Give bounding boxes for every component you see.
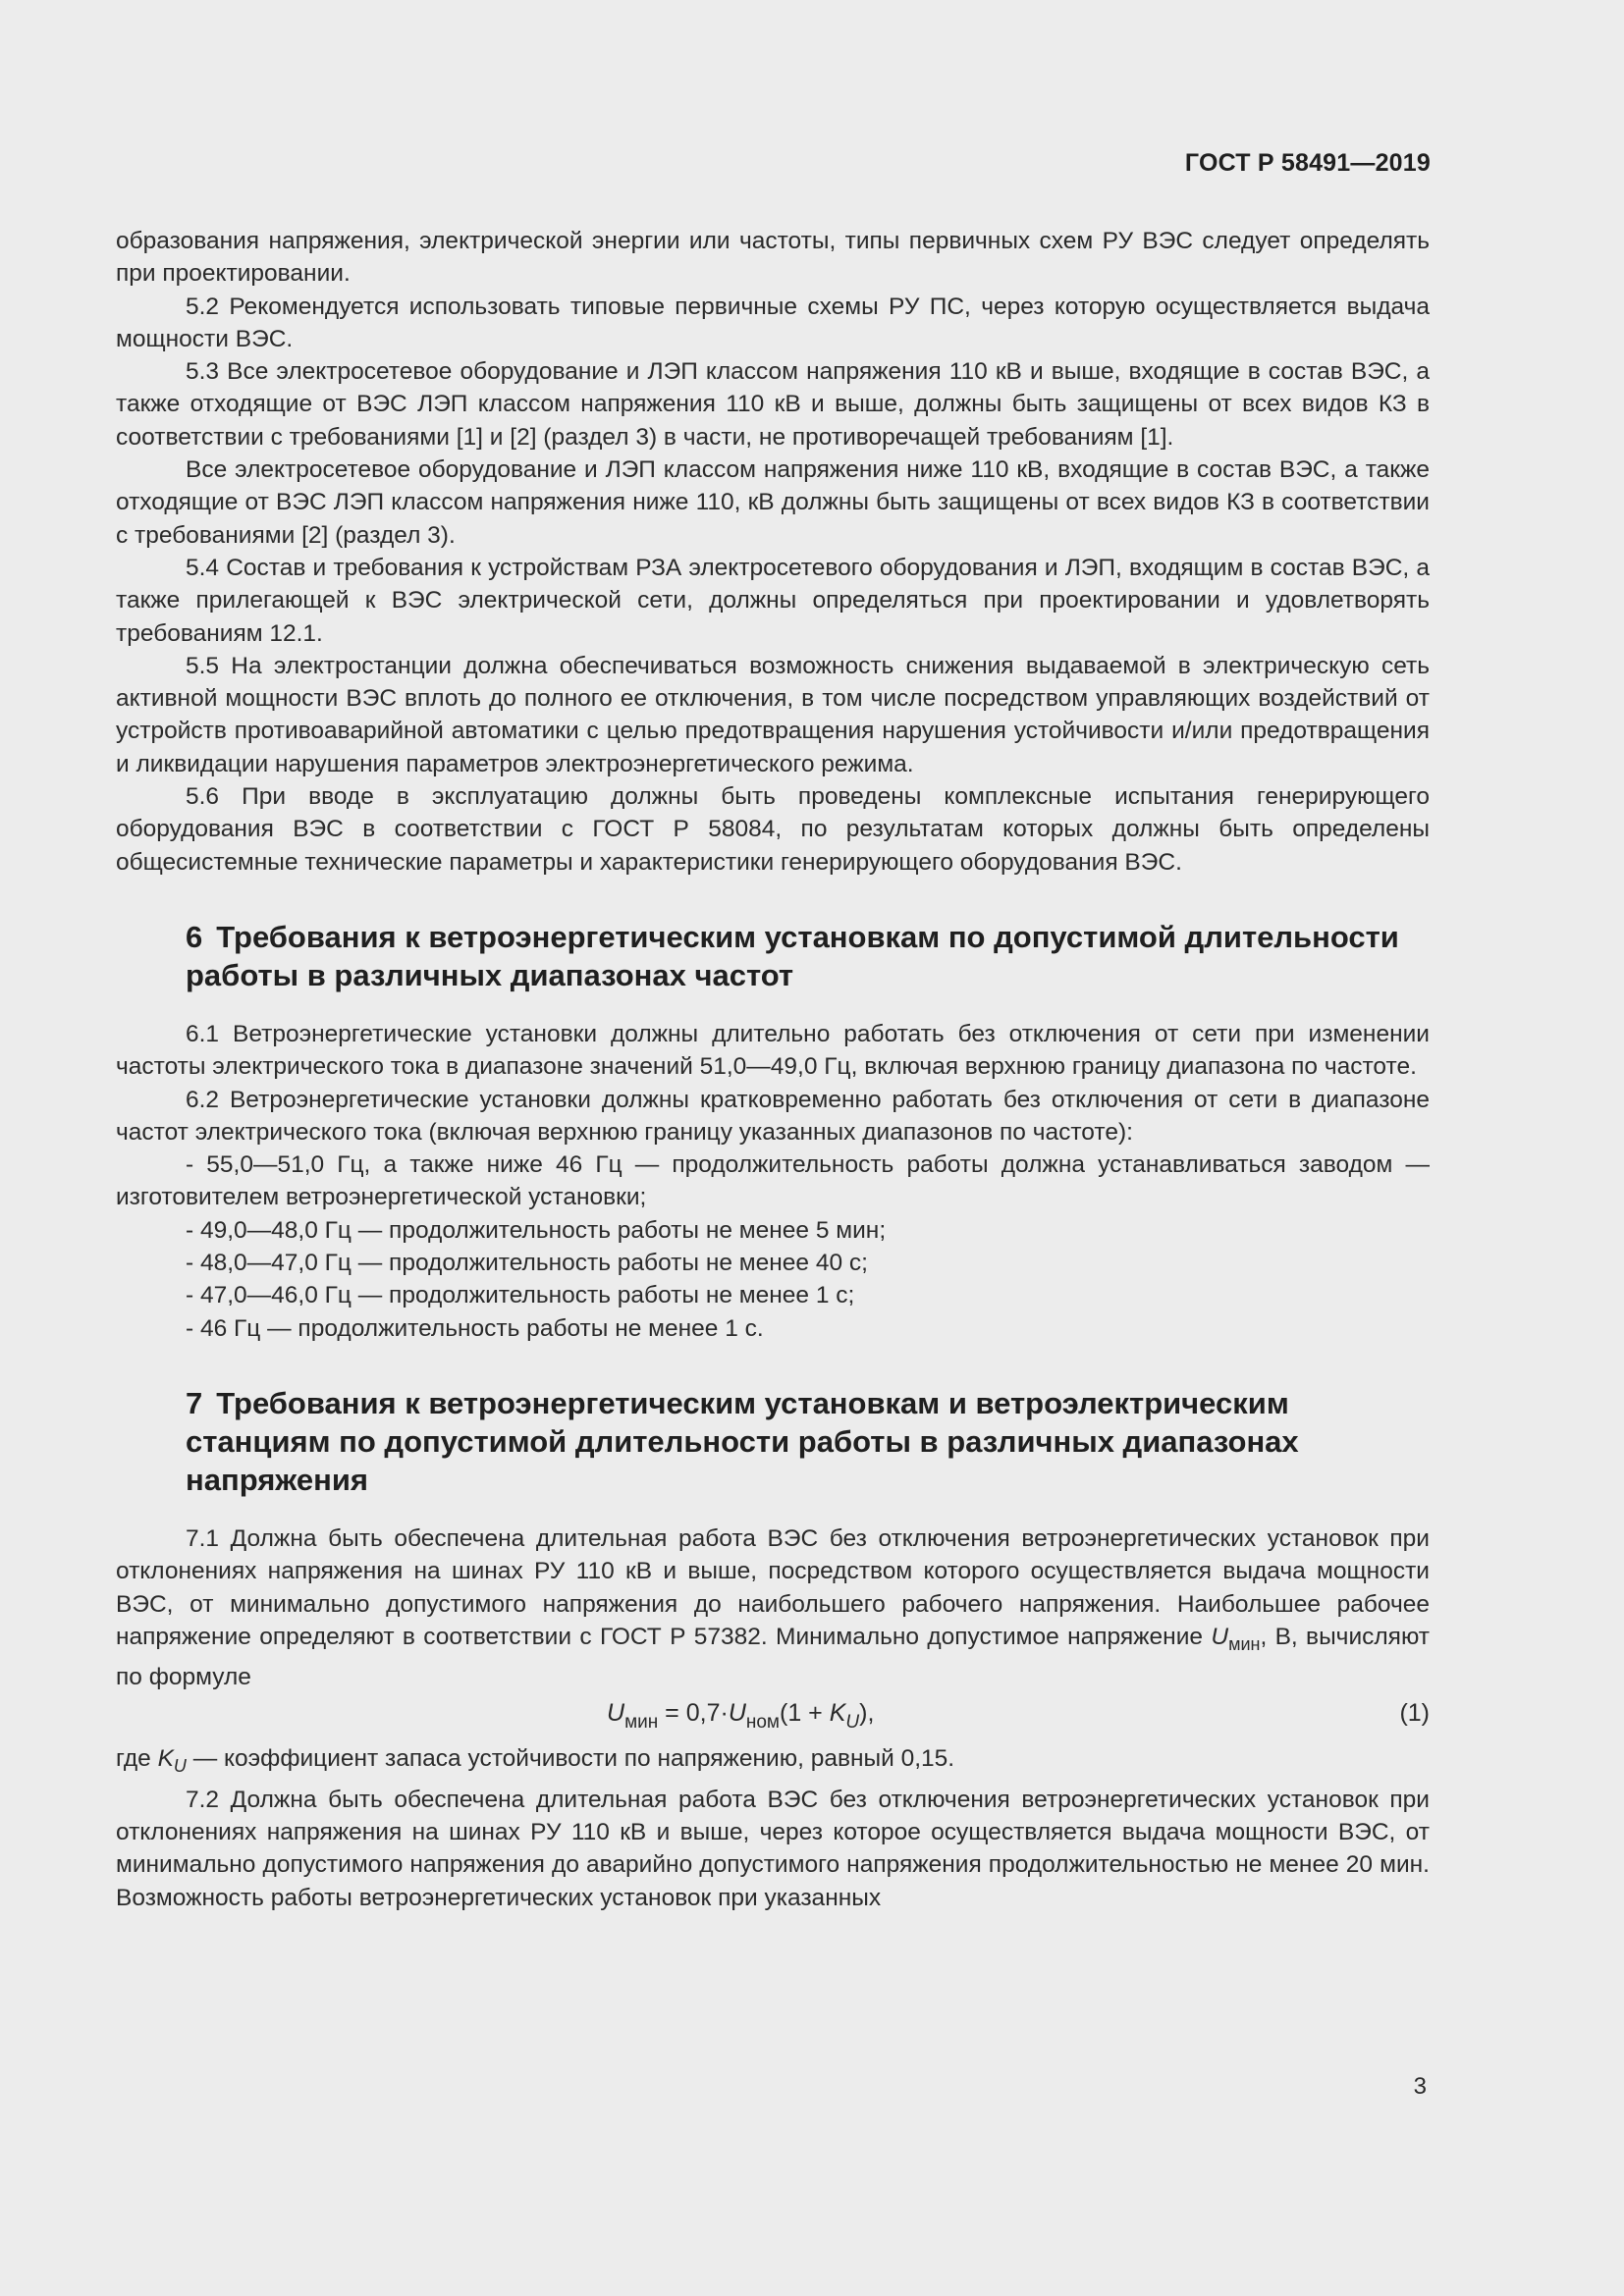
- paragraph-5-3b: Все электросетевое оборудование и ЛЭП классом напряжения ниже 110 кВ, входящие в состав ВЭС, а также отходящие от ВЭС ЛЭП классом напряжения ниже 110, кВ должны быть защищены от всех видов КЗ в соответствии с требованиями [2] (раздел 3).: [116, 456, 1430, 549]
- list-item: - 47,0—46,0 Гц — продолжительность работы не менее 1 с;: [186, 1282, 855, 1309]
- paragraph-continuation: образования напряжения, электрической энергии или частоты, типы первичных схем РУ ВЭС следует определять при проектировании.: [116, 228, 1430, 288]
- list-item: - 48,0—47,0 Гц — продолжительность работы не менее 40 с;: [186, 1250, 868, 1277]
- page-content: [116, 225, 1430, 1914]
- paragraph-6-1: 6.1 Ветроэнергетические установки должны длительно работать без отключения от сети при изменении частоты электрического тока в диапазоне значений 51,0—49,0 Гц, включая верхнюю границу диапазона по частоте.: [116, 1020, 1430, 1081]
- section-6-heading: [116, 918, 1430, 994]
- formula-expression: $U_{мин} = 0,7\cdot U_{ном}(1 + K_U)$,: [607, 1699, 875, 1734]
- document-code: ГОСТ Р 58491—2019: [1184, 149, 1431, 177]
- section-6-title: Требования к ветроэнергетическим установкам по допустимой длительности работы в различных диапазонах частот: [186, 919, 1399, 992]
- list-item: - 49,0—48,0 Гц — продолжительность работы не менее 5 мин;: [186, 1216, 887, 1244]
- paragraph-5-6: 5.6 При вводе в эксплуатацию должны быть проведены комплексные испытания генерирующего оборудования ВЭС в соответствии с ГОСТ Р 58084, по результатам которых должны быть определены общесистемные технические параметры и характеристики генерирующего оборудования ВЭС.: [116, 783, 1430, 876]
- list-item: - 46 Гц — продолжительность работы не менее 1 с.: [186, 1314, 764, 1342]
- paragraph-5-4: 5.4 Состав и требования к устройствам РЗА электросетевого оборудования и ЛЭП, входящим в состав ВЭС, а также прилегающей к ВЭС электрической сети, должны определяться при проектировании и удовлетворять требованиям 12.1.: [116, 554, 1430, 647]
- section-6-number: 6: [186, 919, 203, 954]
- section-7-title: Требования к ветроэнергетическим установкам и ветроэлектрическим станциям по допустимой длительности работы в различных диапазонах напряжения: [186, 1385, 1299, 1497]
- section-7-number: 7: [186, 1385, 203, 1420]
- paragraph-7-1: 7.1 Должна быть обеспечена длительная работа ВЭС без отключения ветроэнергетических установок при отклонениях напряжения на шинах РУ 110 кВ и выше, посредством которого осуществляется выдача мощности ВЭС, от минимально допустимого напряжения до наибольшего рабочего напряжения. Наибольшее рабочее напряжение определяют в соответствии с ГОСТ Р 57382. Минимально допустимое напряжение $U_{мин}$, В, вычисляют по формуле: [116, 1524, 1431, 1691]
- paragraph-5-3: 5.3 Все электросетевое оборудование и ЛЭП классом напряжения 110 кВ и выше, входящие в состав ВЭС, а также отходящие от ВЭС ЛЭП классом напряжения 110 кВ и выше, должны быть защищены от всех видов КЗ в соответствии с требованиями [1] и [2] (раздел 3) в части, не противоречащей требованиям [1].: [116, 358, 1430, 451]
- paragraph-6-2: 6.2 Ветроэнергетические установки должны кратковременно работать без отключения от сети в диапазоне частот электрического тока (включая верхнюю границу указанных диапазонов по частоте):: [116, 1086, 1430, 1146]
- paragraph-7-2: 7.2 Должна быть обеспечена длительная работа ВЭС без отключения ветроэнергетических установок при отклонениях напряжения на шинах РУ 110 кВ и выше, через которое осуществляется выдача мощности ВЭС, от минимально допустимого напряжения до аварийно допустимого напряжения продолжительностью не менее 20 мин. Возможность работы ветроэнергетических установок при указанных: [116, 1786, 1430, 1911]
- page-number: 3: [1413, 2073, 1427, 2100]
- paragraph-5-5: 5.5 На электростанции должна обеспечиваться возможность снижения выдаваемой в электрическую сеть активной мощности ВЭС вплоть до полного ее отключения, в том числе посредством управляющих воздействий от устройств противоаварийной автоматики с целью предотвращения нарушения устойчивости и/или предотвращения и ликвидации нарушения параметров электроэнергетического режима.: [116, 652, 1430, 777]
- formula-number: (1): [1399, 1699, 1430, 1728]
- formula-1: [116, 1693, 1430, 1742]
- paragraph-5-2: 5.2 Рекомендуется использовать типовые первичные схемы РУ ПС, через которую осуществляется выдача мощности ВЭС.: [116, 293, 1430, 352]
- formula-explanation: где $K_U$ — коэффициент запаса устойчивости по напряжению, равный 0,15.: [116, 1745, 955, 1777]
- section-7-heading: [116, 1384, 1430, 1499]
- list-item: - 55,0—51,0 Гц, а также ниже 46 Гц — продолжительность работы должна устанавливаться заводом — изготовителем ветроэнергетической установки;: [116, 1151, 1430, 1211]
